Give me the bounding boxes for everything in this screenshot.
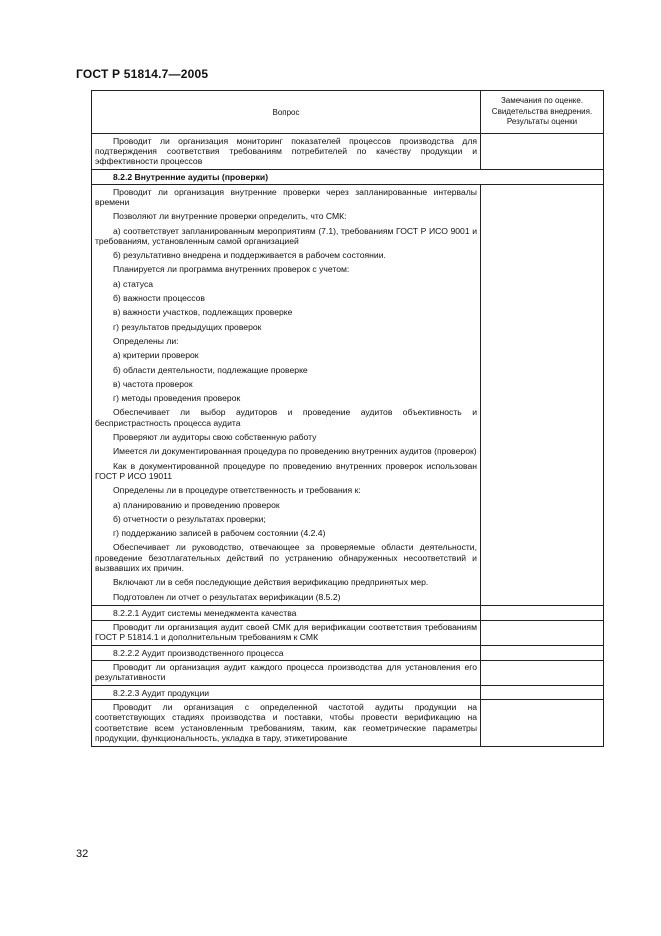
question-text: г) результатов предыдущих проверок xyxy=(113,321,262,332)
subsection-heading-8-2-2-2 xyxy=(92,646,481,660)
remarks-cell xyxy=(481,700,604,746)
question-text: Имеется ли документированная процедура по проведению внутренних аудитов (проверок) xyxy=(113,446,477,457)
question-text: Проводит ли организация внутренние проверки через запланированные интервалы времени xyxy=(95,186,477,207)
question-text: Проводит ли организация мониторинг показателей процессов производства для подтверждения соответствия требованиям потребителей по качеству продукции и эффективности процессов xyxy=(95,135,477,167)
table-row xyxy=(92,700,604,746)
question-text: б) результативно внедрена и поддерживается в рабочем состоянии. xyxy=(113,250,386,261)
question-text: Позволяют ли внутренние проверки определить, что СМК: xyxy=(113,211,347,222)
page-number: 32 xyxy=(76,848,89,860)
question-text: Проверяют ли аудиторы свою собственную работу xyxy=(113,432,317,443)
remarks-cell xyxy=(481,134,604,170)
subsection-heading-text: 8.2.2.1 Аудит системы менеджмента качества xyxy=(113,607,297,618)
question-text: Проводит ли организация с определенной частотой аудиты продукции на соответствующих стадиях производства и поставки, чтобы провести верификацию на соответствие всем установленным требованиям, таким, как геометрические параметры продукции, функциональность, укладка в тару, этикетирование xyxy=(95,701,477,743)
subsection-heading-8-2-2-1 xyxy=(92,606,481,620)
question-text: в) важности участков, подлежащих проверке xyxy=(113,307,293,318)
column-header-remarks xyxy=(481,91,604,134)
table-row xyxy=(92,660,604,686)
remarks-header-line: Свидетельства внедрения. xyxy=(491,106,593,116)
remarks-header-line: Замечания по оценке. xyxy=(500,96,584,106)
table-header-row xyxy=(92,91,604,134)
subsection-heading-text: 8.2.2.3 Аудит продукции xyxy=(113,687,210,698)
remarks-cell xyxy=(481,660,604,686)
question-text: б) области деятельности, подлежащие проверке xyxy=(113,364,308,375)
question-text: Подготовлен ли отчет о результатах верификации (8.5.2) xyxy=(113,591,341,602)
section-row xyxy=(92,686,604,700)
section-row xyxy=(92,606,604,620)
question-text: Проводит ли организация аудит каждого процесса производства для установления его результативности xyxy=(95,662,477,683)
question-text: б) важности процессов xyxy=(113,293,205,304)
remarks-cell xyxy=(481,686,604,700)
section-row xyxy=(92,646,604,660)
remarks-cell xyxy=(481,185,604,606)
question-text: в) частота проверок xyxy=(113,378,193,389)
table-row xyxy=(92,620,604,646)
question-text: а) планированию и проведению проверок xyxy=(113,499,280,510)
question-text: г) поддержанию записей в рабочем состоянии (4.2.4) xyxy=(113,528,326,539)
question-cell xyxy=(92,660,481,686)
column-header-question: Вопрос xyxy=(92,91,481,134)
table-row xyxy=(92,185,604,606)
question-text: а) статуса xyxy=(113,278,154,289)
table-row xyxy=(92,134,604,170)
question-text: Обеспечивает ли руководство, отвечающее за проверяемые области деятельности, проведение безотлагательных действий по устранению обнаруженных несоответствий и вызвавших их причин. xyxy=(95,542,477,573)
subsection-heading-text: 8.2.2.2 Аудит производственного процесса xyxy=(113,647,284,658)
remarks-cell xyxy=(481,606,604,620)
section-heading-8-2-2 xyxy=(92,169,604,184)
subsection-heading-8-2-2-3 xyxy=(92,686,481,700)
document-title: ГОСТ Р 51814.7—2005 xyxy=(76,67,209,81)
question-text: Проводит ли организация аудит своей СМК для верификации соответствия требованиям ГОСТ Р 51814.1 и дополнительным требованиям к СМК xyxy=(95,622,477,643)
question-cell xyxy=(92,185,481,606)
question-text: Определены ли: xyxy=(113,335,179,346)
remarks-cell xyxy=(481,646,604,660)
question-cell xyxy=(92,620,481,646)
question-text: а) критерии проверок xyxy=(113,350,199,361)
question-text: Определены ли в процедуре ответственность и требования к: xyxy=(113,485,361,496)
question-cell xyxy=(92,700,481,746)
question-text: б) отчетности о результатах проверки; xyxy=(113,513,266,524)
question-text: Обеспечивает ли выбор аудиторов и проведение аудитов объективность и беспристрастность процесса аудита xyxy=(95,407,477,428)
remarks-cell xyxy=(481,620,604,646)
section-heading-text: 8.2.2 Внутренние аудиты (проверки) xyxy=(113,171,269,182)
checklist-table xyxy=(91,90,604,747)
section-row xyxy=(92,169,604,184)
question-cell xyxy=(92,134,481,170)
question-text: Как в документированной процедуре по проведению внутренних проверок использован ГОСТ Р ИСО 19011 xyxy=(95,460,477,481)
question-text: Планируется ли программа внутренних проверок с учетом: xyxy=(113,264,350,275)
question-text: Включают ли в себя последующие действия верификацию предпринятых мер. xyxy=(113,577,429,588)
remarks-header-line: Результаты оценки xyxy=(506,117,578,127)
question-text: г) методы проведения проверок xyxy=(113,393,241,404)
question-text: а) соответствует запланированным мероприятиям (7.1), требованиям ГОСТ Р ИСО 9001 и требованиям, установленным самой организацией xyxy=(95,225,477,246)
